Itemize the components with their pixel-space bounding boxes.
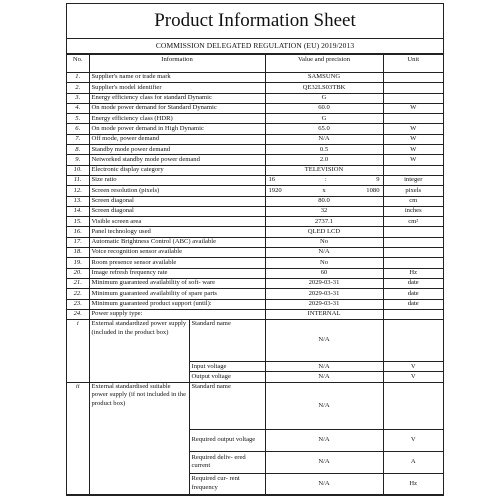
row-number: 19. <box>67 258 89 268</box>
row-number: 9. <box>67 155 89 165</box>
table-row <box>67 237 443 247</box>
row-value: N/A <box>265 134 383 144</box>
row-value: SAMSUNG <box>265 73 383 83</box>
row-unit <box>383 309 443 319</box>
table-row <box>67 227 443 237</box>
row-number: 24. <box>67 309 89 319</box>
row-information: Image refresh frequency rate <box>89 268 265 278</box>
row-number: 21. <box>67 278 89 288</box>
row-information: Automatic Brightness Control (ABC) available <box>89 237 265 247</box>
row-unit: A <box>383 451 443 473</box>
row-unit: W <box>383 134 443 144</box>
row-number: 10. <box>67 165 89 175</box>
row-value: 2029-03-31 <box>265 299 383 309</box>
header-unit: Unit <box>383 55 443 73</box>
row-value: INTERNAL <box>265 309 383 319</box>
row-value: N/A <box>265 320 383 362</box>
table-header-row <box>67 55 443 73</box>
row-information: Networked standby mode power demand <box>89 155 265 165</box>
row-unit <box>383 320 443 362</box>
row-information: Energy efficiency class for standard Dynamic <box>89 93 265 103</box>
value-part-sep: x <box>322 186 326 194</box>
row-unit <box>383 165 443 175</box>
sub-label: Required cur- rent frequency <box>189 473 265 494</box>
row-value-pair <box>265 175 383 185</box>
row-unit <box>383 382 443 429</box>
row-unit: W <box>383 145 443 155</box>
sub-label: Output voltage <box>189 372 265 382</box>
row-value: 2.0 <box>265 155 383 165</box>
row-information: On mode power demand in High Dynamic <box>89 124 265 134</box>
row-value: QLED LCD <box>265 227 383 237</box>
row-information: Minimum guaranteed availability of soft- ware <box>89 278 265 288</box>
section-label: External standardised suitable power supply (if not included in the product box) <box>89 382 189 494</box>
row-information: Screen diagonal <box>89 206 265 216</box>
row-information: Electronic display category <box>89 165 265 175</box>
product-information-sheet <box>66 3 444 496</box>
table-row <box>67 73 443 83</box>
table-row <box>67 175 443 185</box>
table-row <box>67 309 443 319</box>
row-unit: date <box>383 299 443 309</box>
row-value: N/A <box>265 248 383 258</box>
table-row <box>67 83 443 93</box>
row-information: On mode power demand for Standard Dynamic <box>89 103 265 113</box>
table-row <box>67 258 443 268</box>
row-number: 2. <box>67 83 89 93</box>
row-information: Screen diagonal <box>89 196 265 206</box>
row-value: 2029-03-31 <box>265 289 383 299</box>
row-number: 18. <box>67 248 89 258</box>
row-unit: V <box>383 362 443 372</box>
row-value: TELEVISION <box>265 165 383 175</box>
row-value: 2737.1 <box>265 217 383 227</box>
table-row <box>67 248 443 258</box>
row-number: 12. <box>67 186 89 196</box>
row-unit: cm <box>383 196 443 206</box>
value-part-right: 1080 <box>366 186 380 194</box>
row-number: ii <box>67 382 89 494</box>
table-row <box>67 103 443 113</box>
sub-label: Standard name <box>189 382 265 429</box>
row-information: Screen resolution (pixels) <box>89 186 265 196</box>
row-information: Room presence sensor available <box>89 258 265 268</box>
row-information: Off mode, power demand <box>89 134 265 144</box>
row-number: 6. <box>67 124 89 134</box>
regulation-reference: COMMISSION DELEGATED REGULATION (EU) 2019/2013 <box>67 39 443 54</box>
row-number: 20. <box>67 268 89 278</box>
row-information: Minimum guaranteed product support (until): <box>89 299 265 309</box>
sheet-title: Product Information Sheet <box>67 4 443 39</box>
row-value: 60 <box>265 268 383 278</box>
row-information: Voice recognition sensor available <box>89 248 265 258</box>
table-row <box>67 134 443 144</box>
row-number: 13. <box>67 196 89 206</box>
row-value: No <box>265 258 383 268</box>
table-row <box>67 299 443 309</box>
value-part-left: 1920 <box>268 186 282 194</box>
row-number: i <box>67 320 89 383</box>
row-unit: V <box>383 372 443 382</box>
row-value: QE32LS03TBK <box>265 83 383 93</box>
row-information: Size ratio <box>89 175 265 185</box>
table-row <box>67 186 443 196</box>
row-number: 23. <box>67 299 89 309</box>
row-unit <box>383 93 443 103</box>
row-value: 60.0 <box>265 103 383 113</box>
row-unit: W <box>383 155 443 165</box>
row-unit: integer <box>383 175 443 185</box>
row-unit <box>383 248 443 258</box>
table-row <box>67 268 443 278</box>
sub-label: Standard name <box>189 320 265 362</box>
row-unit: V <box>383 429 443 451</box>
row-unit: W <box>383 124 443 134</box>
row-unit: inches <box>383 206 443 216</box>
value-part-left: 16 <box>268 176 276 184</box>
row-value: N/A <box>265 372 383 382</box>
table-row <box>67 289 443 299</box>
table-row <box>67 382 443 429</box>
row-information: Power supply type: <box>89 309 265 319</box>
row-number: 5. <box>67 114 89 124</box>
row-value: N/A <box>265 429 383 451</box>
row-information: Panel technology used <box>89 227 265 237</box>
row-information: Standby mode power demand <box>89 145 265 155</box>
header-no: No. <box>67 55 89 73</box>
row-unit: cm² <box>383 217 443 227</box>
row-number: 14. <box>67 206 89 216</box>
row-value: N/A <box>265 473 383 494</box>
table-row <box>67 320 443 362</box>
table-row <box>67 155 443 165</box>
row-number: 11. <box>67 175 89 185</box>
row-number: 7. <box>67 134 89 144</box>
row-value: 2029-03-31 <box>265 278 383 288</box>
table-row <box>67 93 443 103</box>
row-unit: pixels <box>383 186 443 196</box>
row-value-pair <box>265 186 383 196</box>
row-number: 8. <box>67 145 89 155</box>
header-value: Value and precision <box>265 55 383 73</box>
row-number: 1. <box>67 73 89 83</box>
row-unit: Hz <box>383 268 443 278</box>
row-information: Visible screen area <box>89 217 265 227</box>
table-row <box>67 124 443 134</box>
row-number: 22. <box>67 289 89 299</box>
row-unit: Hz <box>383 473 443 494</box>
value-part-right: 9 <box>376 176 380 184</box>
row-information: Supplier's model identifier <box>89 83 265 93</box>
table-row <box>67 278 443 288</box>
row-unit <box>383 258 443 268</box>
table-row <box>67 145 443 155</box>
sub-label: Required output voltage <box>189 429 265 451</box>
row-unit: W <box>383 103 443 113</box>
row-unit <box>383 83 443 93</box>
row-unit <box>383 114 443 124</box>
row-value: G <box>265 93 383 103</box>
value-part-sep: : <box>324 176 327 184</box>
row-unit: date <box>383 289 443 299</box>
row-information: Supplier's name or trade mark <box>89 73 265 83</box>
row-value: No <box>265 237 383 247</box>
row-value: 0.5 <box>265 145 383 155</box>
row-value: G <box>265 114 383 124</box>
header-information: Information <box>89 55 265 73</box>
row-value: 80.0 <box>265 196 383 206</box>
table-row <box>67 196 443 206</box>
table-row <box>67 217 443 227</box>
row-value: N/A <box>265 451 383 473</box>
row-value: N/A <box>265 382 383 429</box>
row-number: 3. <box>67 93 89 103</box>
row-value: 65.0 <box>265 124 383 134</box>
sub-label: Input voltage <box>189 362 265 372</box>
row-unit: date <box>383 278 443 288</box>
section-label: External standardized power supply (included in the product box) <box>89 320 189 383</box>
row-value: N/A <box>265 362 383 372</box>
row-number: 15. <box>67 217 89 227</box>
row-unit <box>383 227 443 237</box>
info-table <box>67 54 443 495</box>
row-number: 4. <box>67 103 89 113</box>
row-number: 16. <box>67 227 89 237</box>
value-pair <box>266 187 383 195</box>
table-row <box>67 206 443 216</box>
row-information: Minimum guaranteed availability of spare parts <box>89 289 265 299</box>
row-unit <box>383 73 443 83</box>
row-value: 32 <box>265 206 383 216</box>
row-information: Energy efficiency class (HDR) <box>89 114 265 124</box>
sub-label: Required deliv- ered current <box>189 451 265 473</box>
row-unit <box>383 237 443 247</box>
row-number: 17. <box>67 237 89 247</box>
table-row <box>67 114 443 124</box>
table-row <box>67 165 443 175</box>
value-pair <box>266 176 383 184</box>
